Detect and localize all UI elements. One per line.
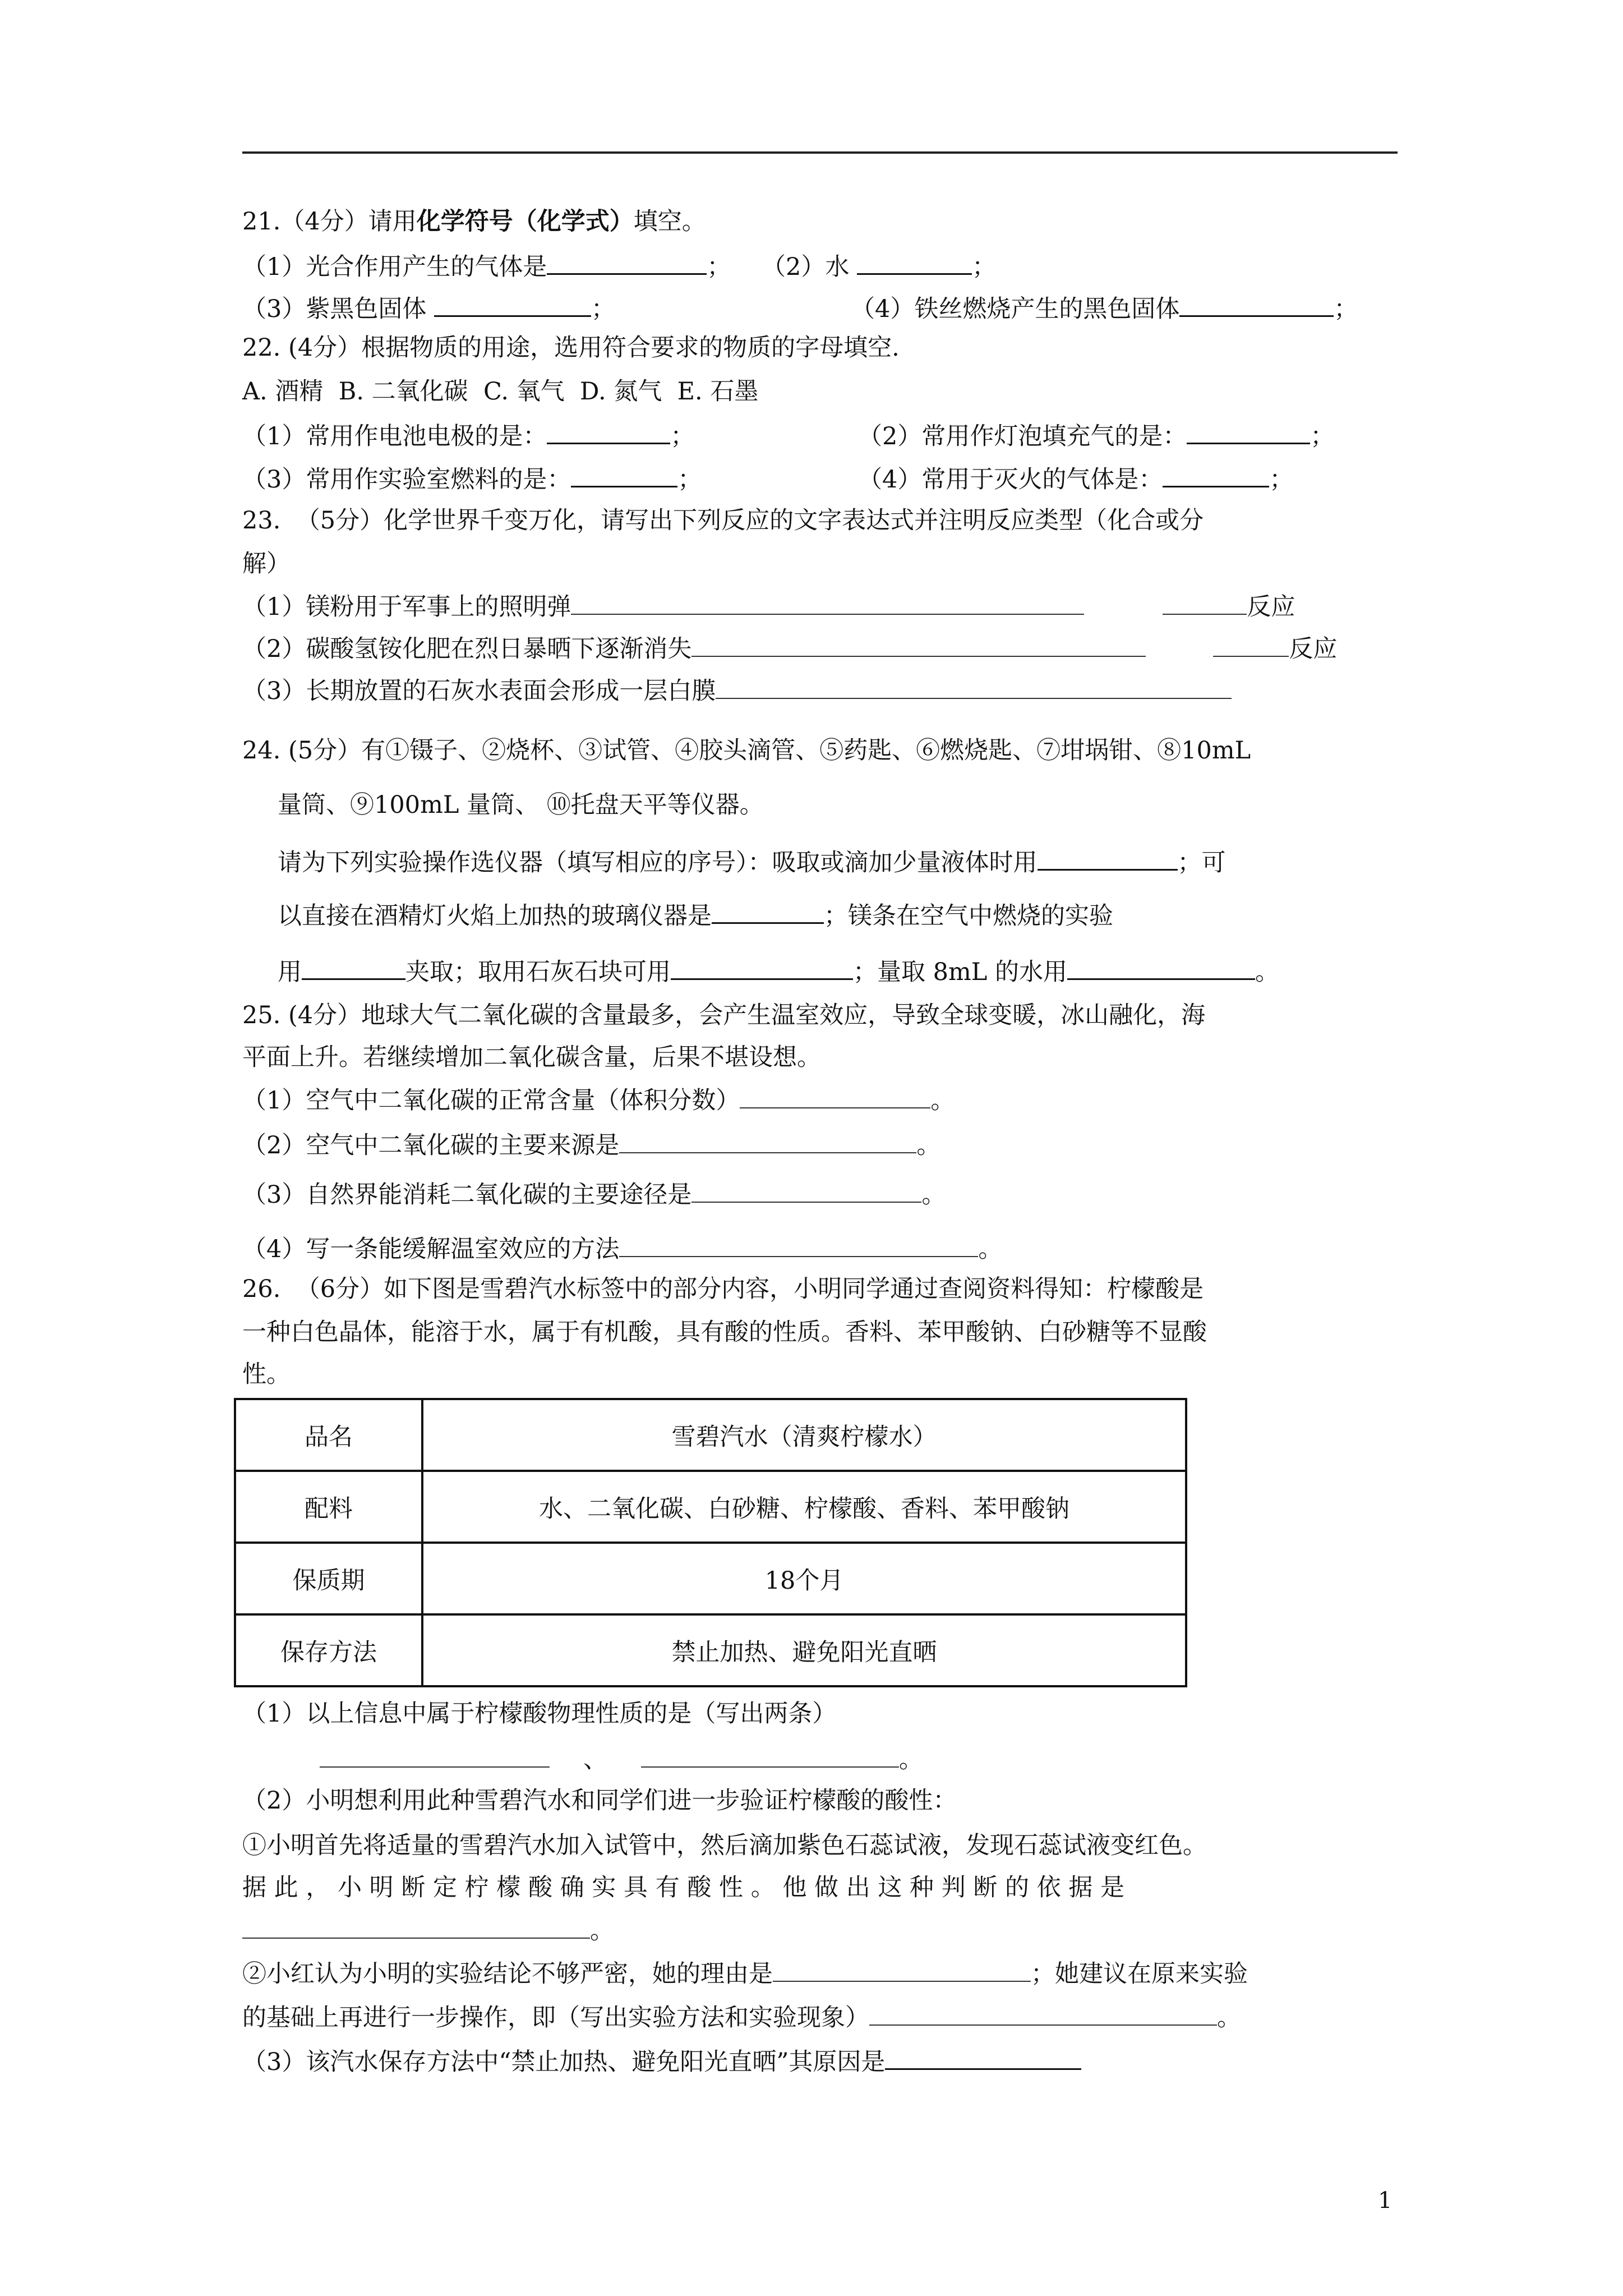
answer-blank[interactable]	[434, 291, 591, 317]
answer-blank[interactable]	[691, 1177, 921, 1203]
answer-blank[interactable]	[547, 249, 707, 275]
q25-item1: （1）空气中二氧化碳的正常含量（体积分数） 。	[242, 1083, 955, 1117]
q24-line5: 用 夹取；取用石灰石块可用 ；量取 8mL 的水用 。	[278, 954, 1279, 989]
q22-heading: 22. (4分）根据物质的用途，选用符合要求的物质的字母填空.	[242, 334, 900, 362]
q26-sub2-part2: ②小红认为小明的实验结论不够严密，她的理由是 ；她建议在原来实验	[242, 1956, 1248, 1991]
answer-blank[interactable]	[242, 1913, 590, 1939]
q22-item3: （3）常用作实验室燃料的是： ；	[242, 461, 702, 496]
q26-heading: 26. （6分）如下图是雪碧汽水标签中的部分内容，小明同学通过查阅资料得知：柠檬酸是	[242, 1275, 1204, 1303]
q21-line2-left: （3）紫黑色固体 ；	[242, 291, 615, 326]
q25-heading-cont: 平面上升。若继续增加二氧化碳含量，后果不堪设想。	[242, 1043, 821, 1071]
answer-blank[interactable]	[1067, 954, 1255, 980]
answer-blank[interactable]	[885, 2044, 1081, 2070]
answer-blank[interactable]	[619, 1231, 978, 1257]
answer-blank[interactable]	[641, 1742, 899, 1768]
q26-sub2-part1-blank: 。	[242, 1913, 614, 1948]
q23-item3: （3）长期放置的石灰水表面会形成一层白膜	[242, 673, 1232, 708]
q26-sub2-part2-cont: 的基础上再进行一步操作，即（写出实验方法和实验现象） 。	[242, 2000, 1241, 2035]
answer-blank[interactable]	[869, 2000, 1217, 2026]
table-row	[235, 1399, 1186, 1471]
answer-blank[interactable]	[740, 1083, 930, 1108]
q23-heading-cont: 解）	[242, 550, 291, 578]
q25-item2: （2）空气中二氧化碳的主要来源是 。	[242, 1128, 940, 1162]
answer-blank[interactable]	[571, 461, 677, 487]
q22-item1: （1）常用作电池电极的是： ；	[242, 418, 694, 453]
q26-sub3: （3）该汽水保存方法中“禁止加热、避免阳光直晒”其原因是	[242, 2044, 1081, 2079]
answer-blank[interactable]	[691, 631, 1146, 657]
header-rule	[242, 151, 1398, 154]
page-number: 1	[1378, 2188, 1393, 2214]
q26-sub2-part1-cont: 据 此 ， 小 明 断 定 柠 檬 酸 确 实 具 有 酸 性 。 他 做 出 这 种 判 断 的 依 据 是	[242, 1874, 1125, 1902]
q23-item1: （1）镁粉用于军事上的照明弹 反应	[242, 589, 1295, 624]
table-value: 水、二氧化碳、白砂糖、柠檬酸、香料、苯甲酸钠	[422, 1471, 1186, 1543]
table-value: 禁止加热、避免阳光直晒	[422, 1614, 1186, 1686]
table-key: 保存方法	[235, 1614, 422, 1686]
q26-sub2-part1: ①小明首先将适量的雪碧汽水加入试管中，然后滴加紫色石蕊试液，发现石蕊试液变红色。	[242, 1832, 1207, 1860]
answer-blank[interactable]	[671, 954, 853, 980]
q24-line4: 以直接在酒精灯火焰上加热的玻璃仪器是 ；镁条在空气中燃烧的实验	[278, 898, 1113, 933]
q22-item2: （2）常用作灯泡填充气的是： ；	[858, 418, 1334, 453]
q25-heading: 25. (4分）地球大气二氧化碳的含量最多，会产生温室效应，导致全球变暖，冰山融化，海	[242, 1001, 1206, 1029]
q25-item3: （3）自然界能消耗二氧化碳的主要途径是 。	[242, 1177, 946, 1212]
q24-heading-cont: 量筒、⑨100mL 量筒、 ⑩托盘天平等仪器。	[278, 791, 764, 819]
answer-blank[interactable]	[320, 1742, 550, 1768]
q24-line3: 请为下列实验操作选仪器（填写相应的序号）：吸取或滴加少量液体时用 ；可	[278, 844, 1226, 880]
table-row	[235, 1543, 1186, 1614]
q22-options: A. 酒精 B. 二氧化碳 C. 氧气 D. 氮气 E. 石墨	[242, 378, 759, 406]
answer-blank[interactable]	[547, 418, 670, 444]
q21-line2-right: （4）铁丝燃烧产生的黑色固体 ；	[851, 291, 1358, 326]
q21-line1: （1）光合作用产生的气体是 ； （2）水 ；	[242, 249, 996, 284]
q23-item2: （2）碳酸氢铵化肥在烈日暴晒下逐渐消失 反应	[242, 631, 1337, 666]
q26-sub1: （1）以上信息中属于柠檬酸物理性质的是（写出两条）	[242, 1700, 837, 1728]
table-key: 配料	[235, 1471, 422, 1543]
answer-blank[interactable]	[1038, 844, 1178, 871]
table-value: 18个月	[422, 1543, 1186, 1614]
table-row	[235, 1471, 1186, 1543]
product-label-table	[234, 1398, 1187, 1687]
answer-blank[interactable]	[1163, 461, 1269, 487]
table-key: 品名	[235, 1399, 422, 1471]
table-key: 保质期	[235, 1543, 422, 1614]
q22-item4: （4）常用于灭火的气体是： ；	[858, 461, 1293, 496]
answer-blank[interactable]	[571, 589, 1084, 615]
q23-heading: 23. （5分）化学世界千变万化，请写出下列反应的文字表达式并注明反应类型（化合或分	[242, 507, 1204, 535]
answer-blank[interactable]	[619, 1128, 916, 1153]
q26-heading-cont: 一种白色晶体，能溶于水，属于有机酸，具有酸的性质。香料、苯甲酸钠、白砂糖等不显酸	[242, 1318, 1207, 1346]
table-row	[235, 1614, 1186, 1686]
answer-blank[interactable]	[1213, 631, 1289, 657]
answer-blank[interactable]	[716, 673, 1232, 699]
q26-sub2: （2）小明想利用此种雪碧汽水和同学们进一步验证柠檬酸的酸性：	[242, 1787, 957, 1815]
q26-sub1-blanks: 、 。	[320, 1742, 923, 1777]
answer-blank[interactable]	[712, 898, 824, 924]
answer-blank[interactable]	[1163, 589, 1247, 615]
answer-blank[interactable]	[1179, 291, 1334, 317]
answer-blank[interactable]	[773, 1956, 1031, 1982]
q24-heading: 24. (5分）有①镊子、②烧杯、③试管、④胶头滴管、⑤药匙、⑥燃烧匙、⑦坩埚钳、⑧10mL	[242, 737, 1251, 765]
q26-heading-cont2: 性。	[242, 1360, 291, 1388]
answer-blank[interactable]	[1187, 418, 1310, 444]
answer-blank[interactable]	[302, 954, 405, 980]
q25-item4: （4）写一条能缓解温室效应的方法 。	[242, 1231, 1002, 1266]
table-value: 雪碧汽水（清爽柠檬水）	[422, 1399, 1186, 1471]
q21-heading: 21.（4分）请用化学符号（化学式）填空。	[242, 208, 706, 236]
answer-blank[interactable]	[857, 249, 972, 275]
